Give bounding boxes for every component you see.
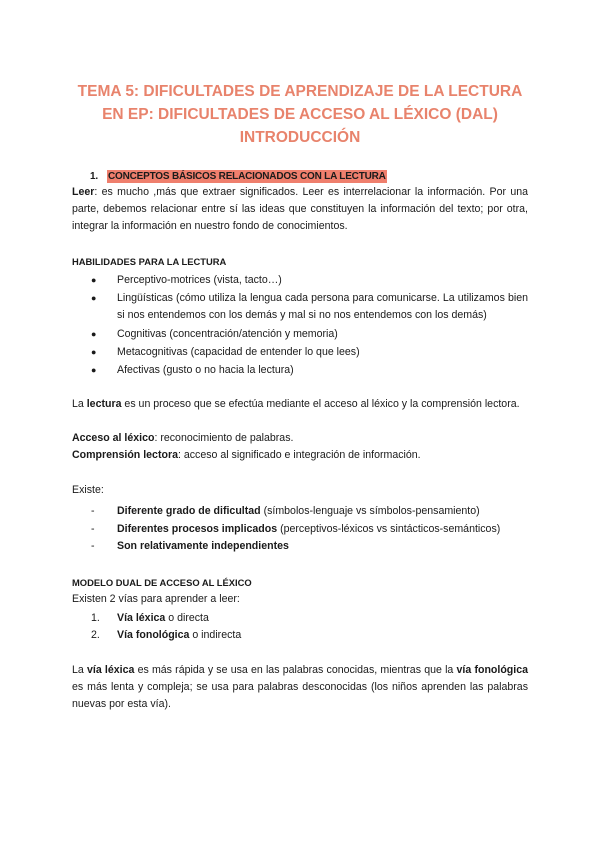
- habilidades-heading: HABILIDADES PARA LA LECTURA: [72, 256, 227, 267]
- document-title: [72, 0, 528, 149]
- comprension-term: Comprensión lectora: [72, 449, 178, 462]
- list-item: ● Cognitivas (concentración/atención y memoria): [72, 326, 528, 343]
- bullet-icon: ●: [91, 293, 97, 304]
- lectura-paragraph: La lectura es un proceso que se efectúa mediante el acceso al léxico y la comprensión lectora.: [72, 398, 520, 411]
- list-item: ● Metacognitivas (capacidad de entender lo que lees): [72, 344, 528, 361]
- list-item: - Diferente grado de dificultad (símbolos-lenguaje vs símbolos-pensamiento): [72, 503, 528, 521]
- lectura-term: lectura: [86, 398, 122, 411]
- leer-paragraph: [72, 184, 528, 235]
- dash-icon: -: [91, 540, 95, 553]
- section-label: CONCEPTOS BÁSICOS RELACIONADOS CON LA LECTURA: [108, 171, 386, 182]
- via-paragraph: La vía léxica es más rápida y se usa en las palabras conocidas, mientras que la vía fonológica es más lenta y compleja; se usa para palabras desconocidas (los niños aprenden las palabras nuevas por esta vía).: [72, 663, 528, 710]
- list-item: - Son relativamente independientes: [72, 538, 528, 556]
- existe-label: Existe:: [72, 484, 104, 497]
- section-heading-1: [90, 171, 528, 182]
- list-item: ● Perceptivo-motrices (vista, tacto…): [72, 272, 528, 289]
- title-line-1: TEMA 5: DIFICULTADES DE APRENDIZAJE DE LA LECTURA: [77, 83, 523, 100]
- list-item: ● Afectivas (gusto o no hacia la lectura): [72, 362, 528, 379]
- list-item: ● Lingüísticas (cómo utiliza la lengua cada persona para comunicarse. La utilizamos bien si nos entendemos con los demás y mal si no nos entendemos con los demás): [91, 292, 528, 322]
- modelo-intro: Existen 2 vías para aprender a leer:: [72, 592, 240, 605]
- habilidades-list: [72, 272, 528, 379]
- list-item: 2. Vía fonológica o indirecta: [91, 629, 242, 642]
- section-number: 1.: [90, 171, 98, 182]
- bullet-icon: ●: [91, 346, 97, 357]
- leer-term: Leer: [72, 186, 95, 198]
- dash-icon: -: [91, 505, 95, 518]
- title-line-2: EN EP: DIFICULTADES DE ACCESO AL LÉXICO (DAL): [102, 106, 498, 123]
- bullet-icon: ●: [91, 365, 97, 376]
- modelo-heading: MODELO DUAL DE ACCESO AL LÉXICO: [72, 576, 252, 588]
- dash-icon: -: [91, 522, 95, 535]
- comprension-definition: Comprensión lectora: acceso al significado e integración de información.: [72, 449, 421, 462]
- title-line-3: INTRODUCCIÓN: [239, 129, 361, 146]
- acceso-definition: Acceso al léxico: reconocimiento de palabras.: [72, 432, 294, 445]
- existe-list: [72, 503, 528, 556]
- leer-text: : es mucho ,más que extraer significados. Leer es interrelacionar la información. Por una parte, debemos relacionar entre sí las ideas que constituyen la información del texto; por otra, integrar la información en nuestro fondo de conocimientos.: [72, 186, 528, 232]
- bullet-icon: ●: [91, 328, 97, 339]
- list-item: - Diferentes procesos implicados (perceptivos-léxicos vs sintácticos-semánticos): [72, 521, 528, 539]
- modelo-list: [72, 610, 528, 645]
- acceso-term: Acceso al léxico: [72, 432, 155, 445]
- list-item: 1. Vía léxica o directa: [91, 611, 209, 624]
- bullet-icon: ●: [91, 275, 97, 285]
